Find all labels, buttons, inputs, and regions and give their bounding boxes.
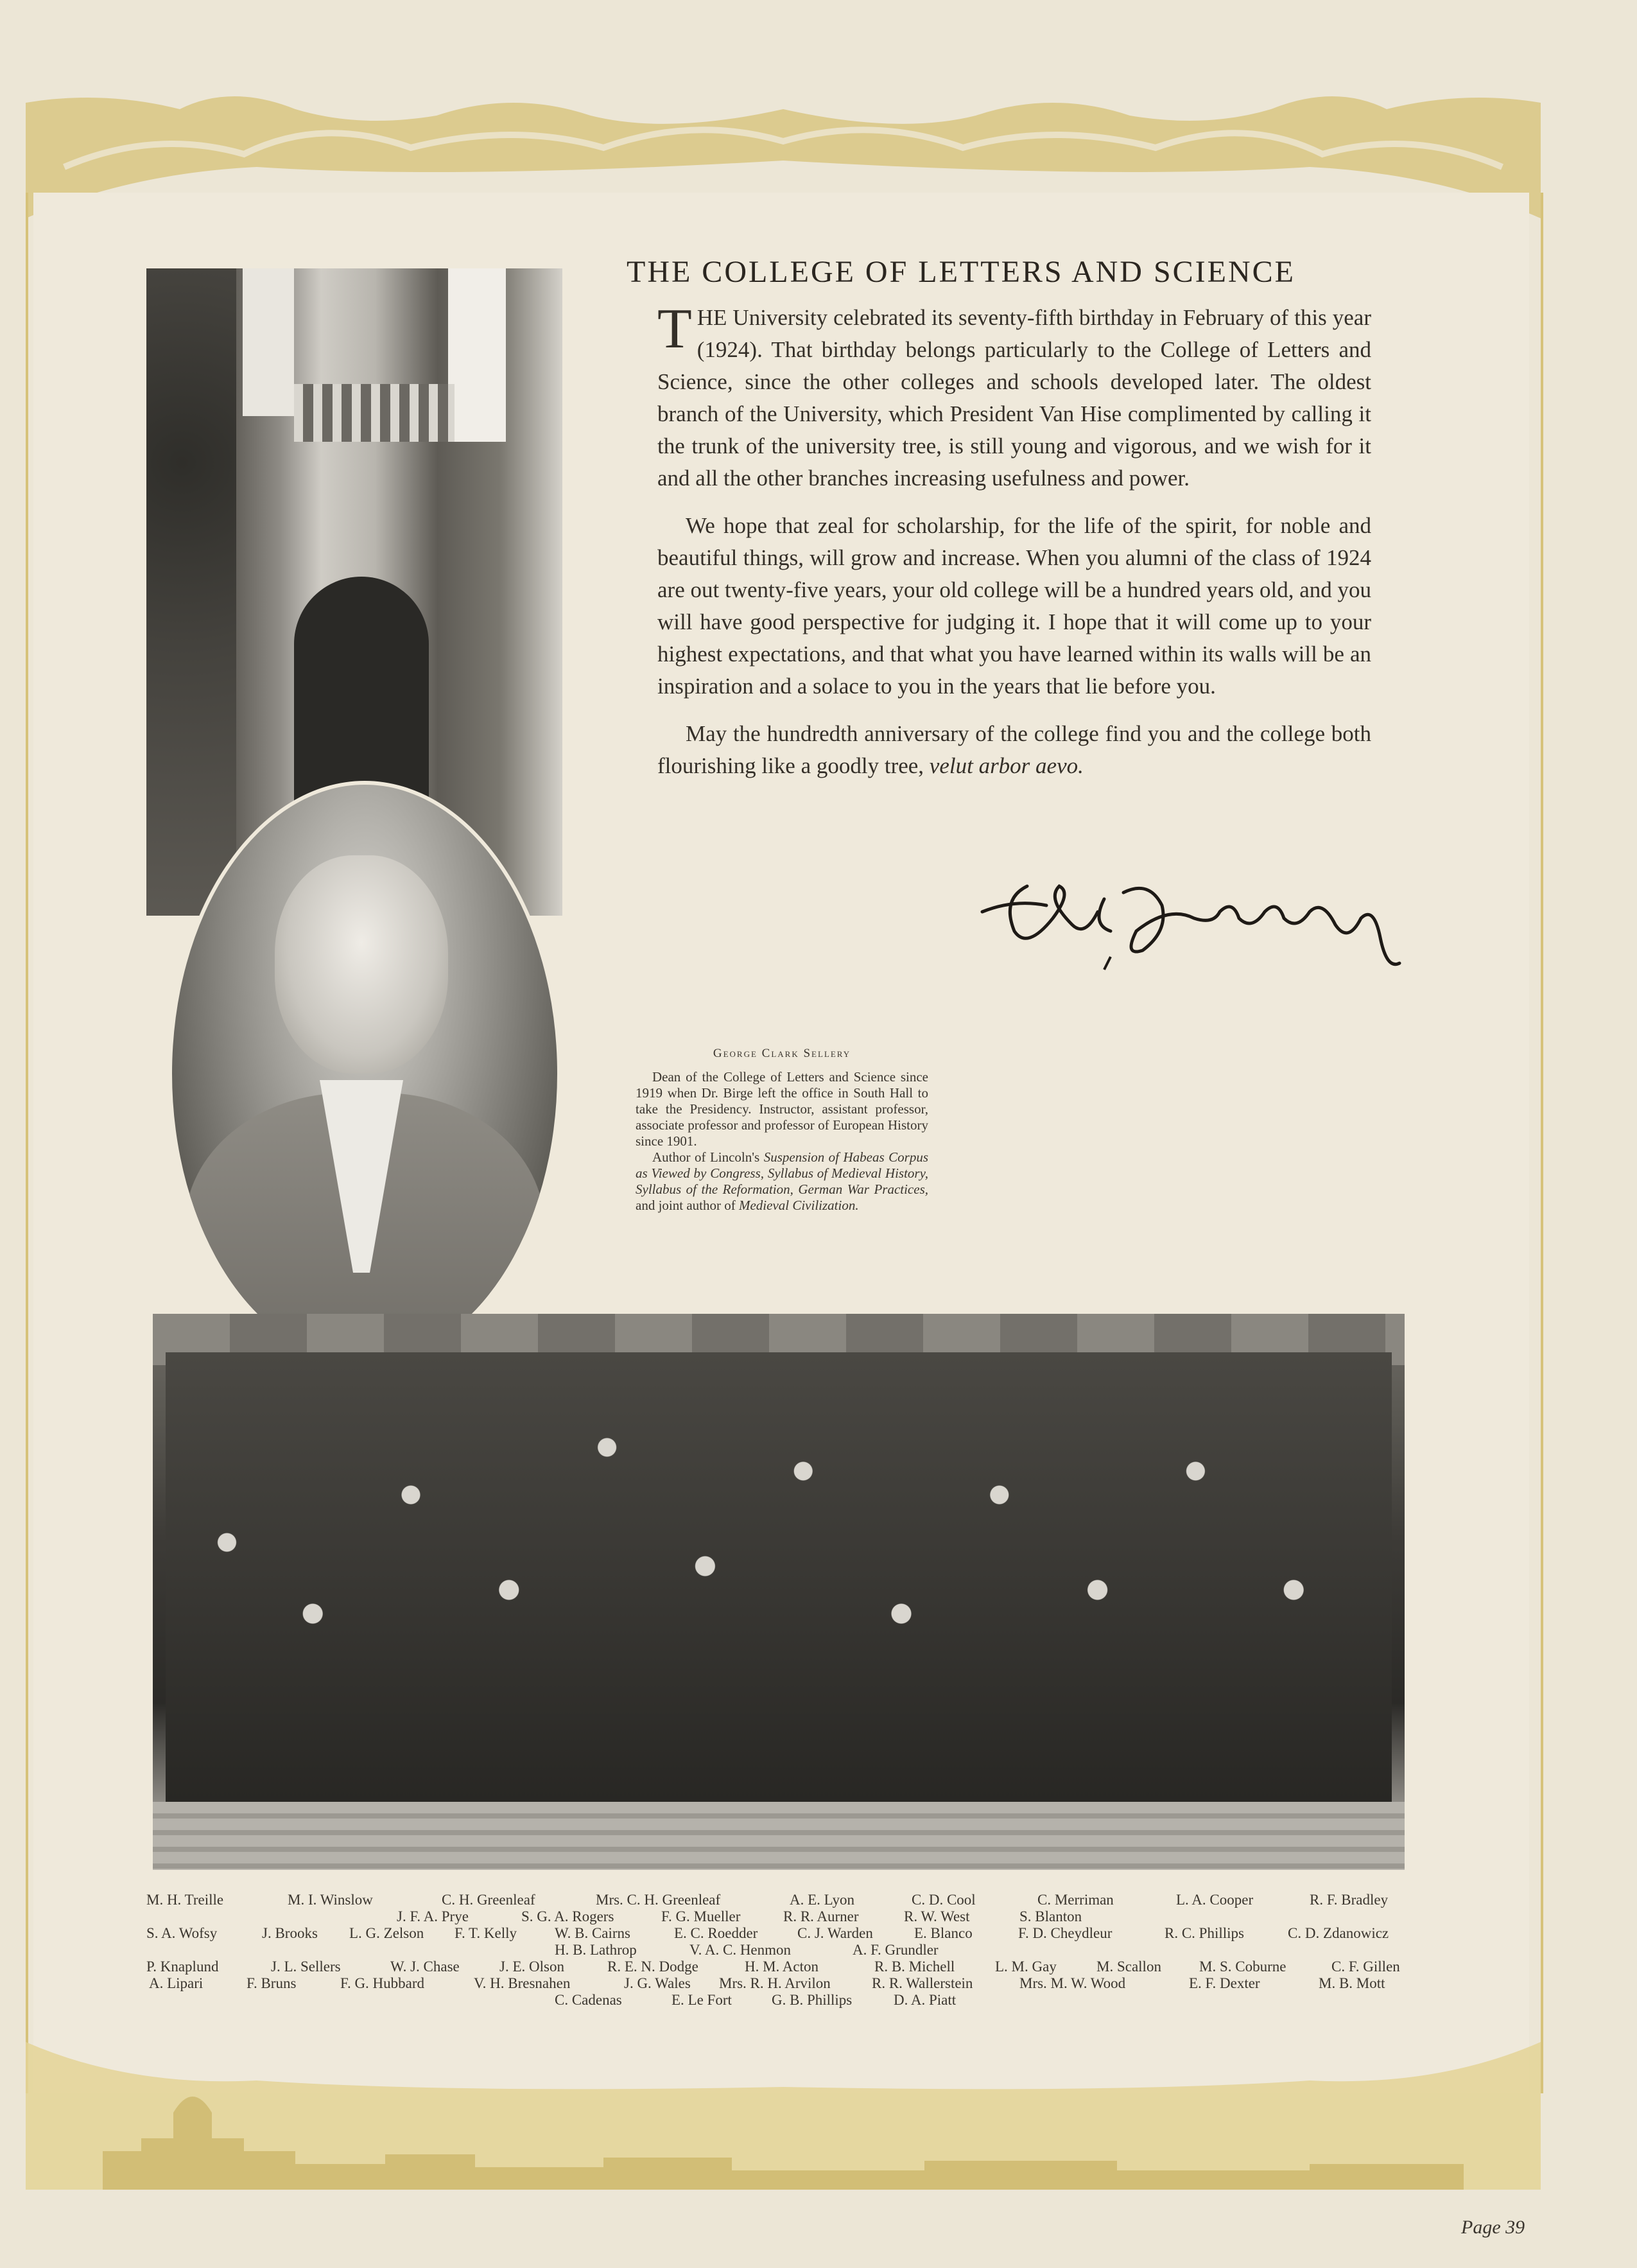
name-item: E. Le Fort <box>671 1992 732 2008</box>
name-item: F. Bruns <box>247 1975 297 1991</box>
name-item: R. B. Michell <box>874 1958 955 1975</box>
name-item: V. A. C. Henmon <box>689 1942 792 1958</box>
dean-message <box>657 298 1371 798</box>
names-row-5 <box>146 1958 1430 1975</box>
name-item: M. Scallon <box>1096 1958 1161 1975</box>
names-row-3 <box>146 1925 1430 1942</box>
name-item: C. Merriman <box>1037 1892 1114 1908</box>
name-item: S. G. A. Rogers <box>521 1908 614 1924</box>
name-item: C. Cadenas <box>555 1992 622 2008</box>
name-item: R. F. Bradley <box>1310 1892 1389 1908</box>
name-item: E. C. Roedder <box>674 1925 758 1941</box>
name-item: M. S. Coburne <box>1199 1958 1286 1975</box>
names-row-2 <box>146 1908 1430 1925</box>
name-item: R. C. Phillips <box>1165 1925 1244 1941</box>
paragraph-1: THE University celebrated its seventy-fifth birthday in February of this year (1924). That birthday belongs particularly to the College of Letters and Science, since the other colleges and schools developed later. The oldest branch of the University, which President Van Hise complimented by calling it the trunk of the university tree, is still young and vigorous, and we wish for it and all the other branches increasing usefulness and power. <box>657 298 1371 491</box>
name-item: A. F. Grundler <box>853 1942 939 1958</box>
names-row-4 <box>146 1942 1430 1958</box>
name-item: J. L. Sellers <box>271 1958 341 1975</box>
name-item: E. Blanco <box>914 1925 973 1941</box>
name-item: J. G. Wales <box>624 1975 691 1991</box>
caption-works: Author of Lincoln's Suspension of Habeas Corpus as Viewed by Congress, Syllabus of Medieval History, Syllabus of the Reformation, German War Practices, and joint author of Medieval Civilization. <box>636 1149 928 1213</box>
name-item: J. Brooks <box>262 1925 318 1941</box>
name-item: F. G. Hubbard <box>340 1975 425 1991</box>
names-row-6 <box>146 1975 1430 1992</box>
name-item: C. F. Gillen <box>1331 1958 1400 1975</box>
name-item: S. Blanton <box>1019 1908 1082 1924</box>
name-item: A. Lipari <box>149 1975 204 1991</box>
bottom-cityscape-border <box>26 2042 1541 2190</box>
name-item: A. E. Lyon <box>790 1892 854 1908</box>
name-item: V. H. Bresnahen <box>474 1975 571 1991</box>
names-row-7 <box>146 1992 1430 2009</box>
name-item: W. B. Cairns <box>555 1925 630 1941</box>
drop-cap: T <box>657 298 692 360</box>
paragraph-3: May the hundredth anniversary of the college find you and the college both flourishing like a goodly tree, velut arbor aevo. <box>657 721 1371 778</box>
name-item: M. I. Winslow <box>288 1892 373 1908</box>
name-item: P. Knaplund <box>146 1958 219 1975</box>
name-item: F. T. Kelly <box>455 1925 517 1941</box>
name-item: C. D. Cool <box>912 1892 976 1908</box>
name-item: L. G. Zelson <box>349 1925 424 1941</box>
caption-name: George Clark Sellery <box>713 1047 851 1060</box>
portrait-caption <box>636 1045 928 1214</box>
name-item: M. H. Treille <box>146 1892 224 1908</box>
name-item: C. J. Warden <box>797 1925 873 1941</box>
name-item: L. A. Cooper <box>1176 1892 1254 1908</box>
name-item: S. A. Wofsy <box>146 1925 218 1941</box>
name-item: Mrs. C. H. Greenleaf <box>596 1892 721 1908</box>
names-row-1 <box>146 1892 1430 1908</box>
name-item: Mrs. R. H. Arvilon <box>719 1975 831 1991</box>
paragraph-2: We hope that zeal for scholarship, for the life of the spirit, for noble and beautiful things, will grow and increase. When you alumni of the class of 1924 are out twenty-five years, your old college will be a hundred years old, and you will have good perspective for judging it. I hope that it will come up to your highest expectations, and that what you have learned within its walls will be an inspiration and a solace to you in the years that lie before you. <box>657 513 1371 699</box>
caption-bio: Dean of the College of Letters and Science since 1919 when Dr. Birge left the office in South Hall to take the Presidency. Instructor, assistant professor, associate professor and professor of European History since 1901. <box>636 1069 928 1149</box>
name-item: Mrs. M. W. Wood <box>1019 1975 1126 1991</box>
name-item: C. D. Zdanowicz <box>1288 1925 1389 1941</box>
page-title: THE COLLEGE OF LETTERS AND SCIENCE <box>627 255 1295 289</box>
name-item: J. F. A. Prye <box>397 1908 469 1924</box>
name-item: W. J. Chase <box>390 1958 460 1975</box>
name-item: M. B. Mott <box>1319 1975 1385 1991</box>
group-photo-names <box>146 1892 1430 2009</box>
handwritten-signature <box>976 860 1412 989</box>
name-item: E. F. Dexter <box>1189 1975 1260 1991</box>
name-item: R. E. N. Dodge <box>607 1958 698 1975</box>
name-item: D. A. Piatt <box>894 1992 957 2008</box>
name-item: J. E. Olson <box>499 1958 564 1975</box>
name-item: F. D. Cheydleur <box>1018 1925 1113 1941</box>
name-item: F. G. Mueller <box>661 1908 741 1924</box>
dean-portrait <box>168 781 561 1366</box>
name-item: R. R. Aurner <box>783 1908 859 1924</box>
name-item: C. H. Greenleaf <box>442 1892 535 1908</box>
faculty-group-photo <box>153 1314 1405 1870</box>
name-item: L. M. Gay <box>995 1958 1057 1975</box>
name-item: H. M. Acton <box>745 1958 818 1975</box>
page-number: Page 39 <box>1461 2217 1525 2238</box>
name-item: R. W. West <box>904 1908 970 1924</box>
name-item: H. B. Lathrop <box>555 1942 637 1958</box>
name-item: G. B. Phillips <box>772 1992 853 2008</box>
name-item: R. R. Wallerstein <box>872 1975 973 1991</box>
